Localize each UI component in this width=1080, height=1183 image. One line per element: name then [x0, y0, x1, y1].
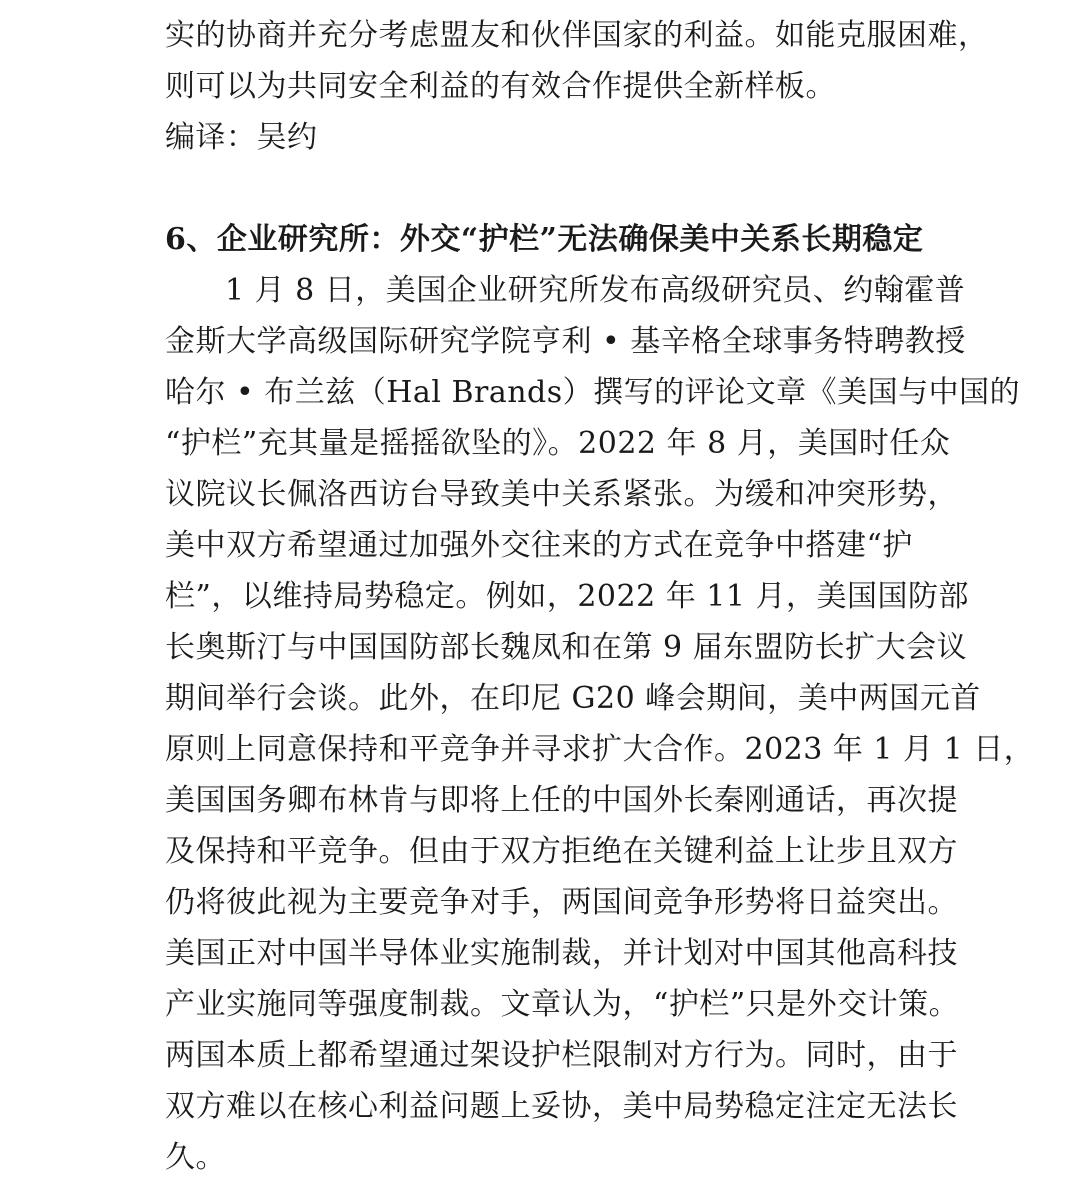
text-line: 产业实施同等强度制裁。文章认为，“护栏”只是外交计策。	[165, 987, 960, 1022]
text-line: 两国本质上都希望通过架设护栏限制对方行为。同时，由于	[165, 1038, 958, 1073]
text-line: 实的协商并充分考虑盟友和伙伴国家的利益。如能克服困难，	[165, 18, 989, 53]
text-line: 美国国务卿布林肯与即将上任的中国外长秦刚通话，再次提	[165, 783, 958, 818]
text-line: 则可以为共同安全利益的有效合作提供全新样板。	[165, 69, 836, 104]
text-line: 双方难以在核心利益问题上妥协，美中局势稳定注定无法长	[165, 1089, 958, 1124]
text-line: 原则上同意保持和平竞争并寻求扩大合作。2023 年 1 月 1 日，	[165, 732, 1035, 767]
text-line: 期间举行会谈。此外，在印尼 G20 峰会期间，美中两国元首	[165, 681, 981, 716]
text-line: 仍将彼此视为主要竞争对手，两国间竞争形势将日益突出。	[165, 885, 958, 920]
section-heading: 6、企业研究所：外交“护栏”无法确保美中关系长期稳定	[165, 222, 924, 257]
section-body	[165, 265, 1035, 1183]
text-line: 栏”，以维持局势稳定。例如，2022 年 11 月，美国国防部	[165, 579, 969, 614]
translator-credit: 编译：吴约	[165, 120, 318, 155]
paragraph-first-line: 1 月 8 日，美国企业研究所发布高级研究员、约翰霍普	[225, 273, 966, 308]
text-line: 及保持和平竞争。但由于双方拒绝在关键利益上让步且双方	[165, 834, 958, 869]
text-line: 美中双方希望通过加强外交往来的方式在竞争中搭建“护	[165, 528, 913, 563]
previous-section-ending	[165, 10, 989, 163]
text-line: “护栏”充其量是摇摇欲坠的》。2022 年 8 月，美国时任众	[165, 426, 951, 461]
text-line: 美国正对中国半导体业实施制裁，并计划对中国其他高科技	[165, 936, 958, 971]
text-line: 久。	[165, 1140, 226, 1175]
text-line: 哈尔 • 布兰兹（Hal Brands）撰写的评论文章《美国与中国的	[165, 375, 1021, 410]
text-line: 长奥斯汀与中国国防部长魏凤和在第 9 届东盟防长扩大会议	[165, 630, 968, 665]
text-line: 议院议长佩洛西访台导致美中关系紧张。为缓和冲突形势，	[165, 477, 958, 512]
text-line: 金斯大学高级国际研究学院亨利 • 基辛格全球事务特聘教授	[165, 324, 966, 359]
